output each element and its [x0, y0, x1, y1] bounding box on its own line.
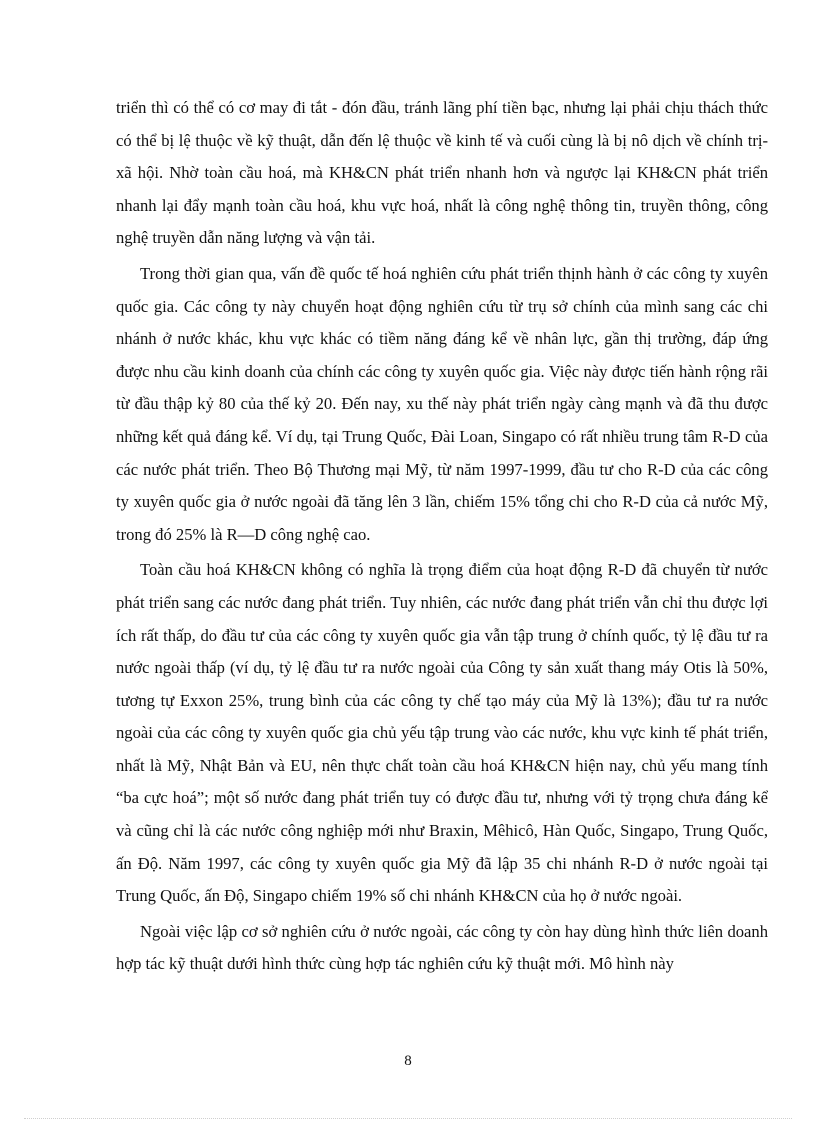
body-text: [116, 92, 768, 984]
page-bottom-divider: [24, 1118, 792, 1119]
paragraph-4: Ngoài việc lập cơ sở nghiên cứu ở nước ngoài, các công ty còn hay dùng hình thức liên doanh hợp tác kỹ thuật dưới hình thức cùng hợp tác nghiên cứu kỹ thuật mới. Mô hình này: [116, 921, 768, 974]
paragraph-2: Trong thời gian qua, vấn đề quốc tế hoá nghiên cứu phát triển thịnh hành ở các công ty xuyên quốc gia. Các công ty này chuyển hoạt động nghiên cứu từ trụ sở chính của mình sang các chi nhánh ở nước khác, khu vực khác có tiềm năng đáng kể về nhân lực, gần thị trường, đáp ứng được nhu cầu kinh doanh của chính các công ty xuyên quốc gia. Việc này được tiến hành rộng rãi từ đầu thập kỷ 80 của thế kỷ 20. Đến nay, xu thế này phát triển ngày càng mạnh và đã thu được những kết quả đáng kể. Ví dụ, tại Trung Quốc, Đài Loan, Singapo có rất nhiều trung tâm R-D của các nước phát triển. Theo Bộ Thương mại Mỹ, từ năm 1997-1999, đầu tư cho R-D của các công ty xuyên quốc gia ở nước ngoài đã tăng lên 3 lần, chiếm 15% tổng chi cho R-D của cả nước Mỹ, trong đó 25% là R—D công nghệ cao.: [116, 263, 768, 544]
page-number: 8: [404, 1053, 412, 1069]
paragraph-1: triển thì có thể có cơ may đi tắt - đón đầu, tránh lãng phí tiền bạc, nhưng lại phải chịu thách thức có thể bị lệ thuộc về kỹ thuật, dẫn đến lệ thuộc về kinh tế và cuối cùng là bị nô dịch về chính trị-xã hội. Nhờ toàn cầu hoá, mà KH&CN phát triển nhanh hơn và ngược lại KH&CN phát triển nhanh lại đẩy mạnh toàn cầu hoá, khu vực hoá, nhất là công nghệ thông tin, truyền thông, công nghệ truyền dẫn năng lượng và vận tải.: [116, 98, 768, 248]
paragraph-3: Toàn cầu hoá KH&CN không có nghĩa là trọng điểm của hoạt động R-D đã chuyển từ nước phát triển sang các nước đang phát triển. Tuy nhiên, các nước đang phát triển vẫn chỉ thu được lợi ích rất thấp, do đầu tư của các công ty xuyên quốc gia vẫn tập trung ở chính quốc, tỷ lệ đầu tư ra nước ngoài thấp (ví dụ, tỷ lệ đầu tư ra nước ngoài của Công ty sản xuất thang máy Otis là 50%, tương tự Exxon 25%, trung bình của các công ty chế tạo máy của Mỹ là 13%); đầu tư ra nước ngoài của các công ty xuyên quốc gia chủ yếu tập trung vào các nước, khu vực kinh tế phát triển, nhất là Mỹ, Nhật Bản và EU, nên thực chất toàn cầu hoá KH&CN hiện nay, chủ yếu mang tính “ba cực hoá”; một số nước đang phát triển tuy có được đầu tư, nhưng với tỷ trọng chưa đáng kể và cũng chỉ là các nước công nghiệp mới như Braxin, Mêhicô, Hàn Quốc, Singapo, Trung Quốc, ấn Độ. Năm 1997, các công ty xuyên quốc gia Mỹ đã lập 35 chi nhánh R-D ở nước ngoài tại Trung Quốc, ấn Độ, Singapo chiếm 19% số chi nhánh KH&CN của họ ở nước ngoài.: [116, 560, 768, 906]
